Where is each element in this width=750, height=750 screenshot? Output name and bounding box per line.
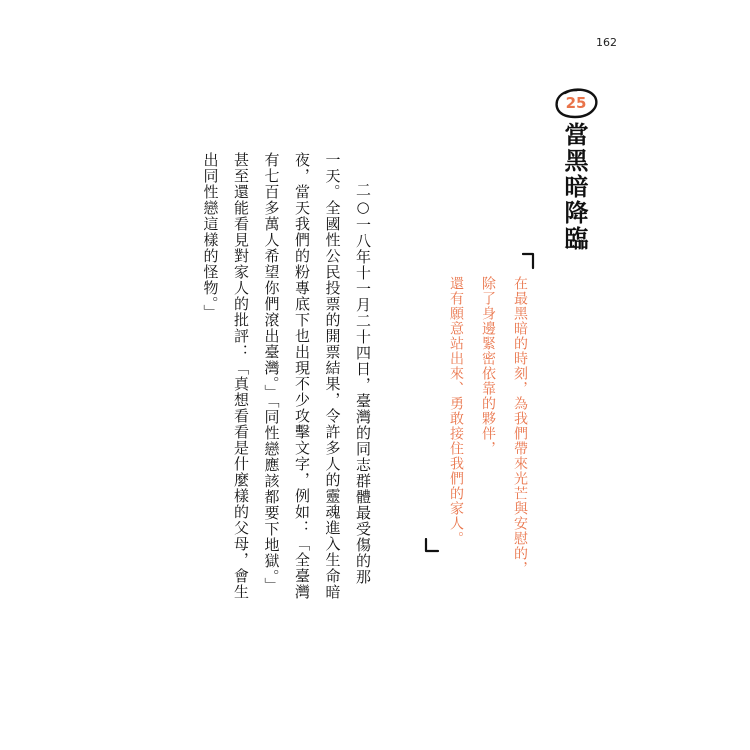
- epigraph-bracket-top-icon: [522, 252, 536, 270]
- chapter-badge: [553, 86, 599, 120]
- chapter-number: 25: [565, 94, 587, 112]
- page-number: 162: [596, 36, 617, 49]
- chapter-title: 當黑暗降臨: [560, 122, 588, 252]
- body-paragraph: 二○一八年十一月二十四日，臺灣的同志群體最受傷的那一天。全國性公民投票的開票結果，令許多人的靈魂進入生命暗夜，當天我們的粉專底下也出現不少攻擊文字，例如：「全臺灣有七百多萬人希望你們滾出臺灣。」「同性戀應該都要下地獄。」甚至還能看見對家人的批評：「真想看看是什麼樣的父母，會生出同性戀這樣的怪物。」: [201, 152, 372, 600]
- epigraph-line-3: 還有願意站出來、勇敢接住我們的家人。: [448, 276, 464, 546]
- epigraph-line-2: 除了身邊緊密依靠的夥伴，: [480, 276, 496, 456]
- body-text: [195, 152, 378, 600]
- epigraph: [440, 276, 536, 576]
- epigraph-bracket-bottom-icon: [424, 538, 440, 554]
- epigraph-line-1: 在最黑暗的時刻，為我們帶來光芒與安慰的，: [512, 276, 528, 576]
